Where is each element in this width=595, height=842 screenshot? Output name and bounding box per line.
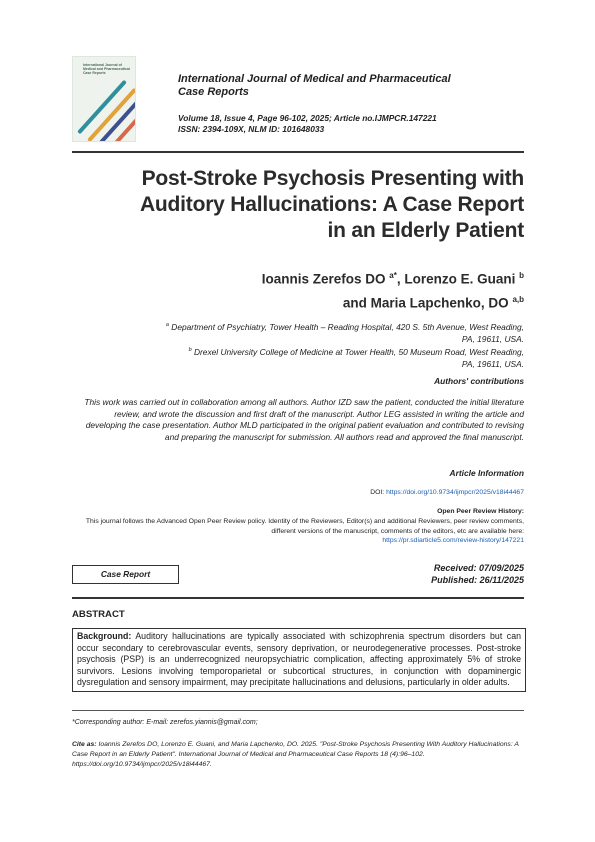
author-affiliation-mark: a,b — [512, 294, 524, 304]
issn-line: ISSN: 2394-109X, NLM ID: 101648033 — [178, 124, 325, 134]
author-name: and Maria Lapchenko, DO — [342, 295, 509, 310]
author-affiliation-mark: a* — [389, 271, 397, 280]
doi-line: DOI: https://doi.org/10.9734/ijmpcr/2025/v18i44467 — [370, 489, 524, 496]
journal-cover-thumbnail — [72, 56, 136, 142]
contributions-heading: Authors' contributions — [434, 376, 524, 386]
peer-review-link[interactable]: https://pr.sdiarticle5.com/review-history/147221 — [382, 537, 524, 544]
cover-title: International Journal of Medical and Pharmaceutical Case Reports — [83, 63, 130, 75]
header-divider — [72, 151, 524, 153]
corresponding-author: *Corresponding author: E-mail: zerefos.yiannis@gmail.com; — [72, 719, 258, 726]
article-type-badge: Case Report — [72, 565, 179, 584]
author-name: , Lorenzo E. Guani — [396, 271, 516, 287]
affiliations: $^a$ Department of Psychiatry, Tower Health – Reading Hospital, 420 S. 5th Avenue, West Reading, PA, 19611, USA. $^b$ Drexel University College of Medicine at Tower Health, 50 Museum Road, West Reading, PA, 19611, USA. — [165, 321, 524, 369]
peer-review-text: This journal follows the Advanced Open Peer Review policy. Identity of the Reviewers, Editor(s) and additional Reviewers, peer review comments, different versions of the manuscript, comments of the editors, etc are available here: https://pr.sdiarticle5.com/review-history/147221 — [85, 518, 524, 544]
contributions-text: This work was carried out in collaboration among all authors. Author IZD saw the patient, conducted the initial literature review, and wrote the discussion and first draft of the manuscript. Author LEG assisted in writing the article and developing the case presentation. Author MLD participated in the original patient evaluation and contributed to revising and preparing the manuscript for submission. All authors read and approved the final manuscript. — [84, 397, 524, 442]
abstract-label: Background: — [77, 631, 132, 641]
cover-band — [97, 92, 136, 142]
author-list — [60, 266, 524, 313]
journal-name: International Journal of Medical and Pharmaceutical Case Reports — [178, 73, 451, 98]
article-title: Post-Stroke Psychosis Presenting with Auditory Hallucinations: A Case Report in an Elderly Patient — [139, 167, 524, 242]
footnote-divider — [72, 710, 524, 711]
author-affiliation-mark: b — [519, 271, 524, 280]
volume-info — [178, 113, 538, 135]
section-divider — [72, 597, 524, 599]
abstract-text: Auditory hallucinations are typically associated with schizophrenia spectrum disorders but can occur secondary to cerebrovascular events, sensory deprivation, or neurodegenerative processes. Post-stroke psychosis (PSP) is an underrecognized neuropsychiatric complication, affecting approximately 5% of stroke survivors. Lesions involving temporoparietal or subcortical structures, in conjunction with dopaminergic dysregulation and sensory impairment, may precipitate hallucinations and delusions, particularly in older adults. — [77, 631, 521, 688]
received-date: Received: 07/09/2025 — [433, 563, 524, 573]
author-name: Ioannis Zerefos DO — [261, 271, 386, 287]
peer-review-heading: Open Peer Review History: — [437, 508, 524, 515]
doi-link[interactable]: https://doi.org/10.9734/ijmpcr/2025/v18i44467 — [386, 489, 524, 496]
volume-line: Volume 18, Issue 4, Page 96-102, 2025; Article no.IJMPCR.147221 — [178, 113, 437, 123]
publication-dates — [300, 563, 524, 586]
cite-text: Ioannis Zerefos DO, Lorenzo E. Guani, and Maria Lapchenko, DO. 2025. "Post-Stroke Psychosis Presenting With Auditory Hallucinations: A Case Report in an Elderly Patient". International Journal of Medical and Pharmaceutical Case Reports 18 (4):96–102. https://doi.org/10.9734/ijmpcr/2025/v18i44467. — [72, 741, 519, 768]
cite-label: Cite as: — [72, 741, 97, 748]
citation — [72, 740, 524, 770]
abstract-heading: ABSTRACT — [72, 609, 125, 620]
abstract-box — [72, 628, 526, 692]
published-date: Published: 26/11/2025 — [431, 574, 524, 585]
article-info-heading: Article Information — [449, 468, 524, 478]
